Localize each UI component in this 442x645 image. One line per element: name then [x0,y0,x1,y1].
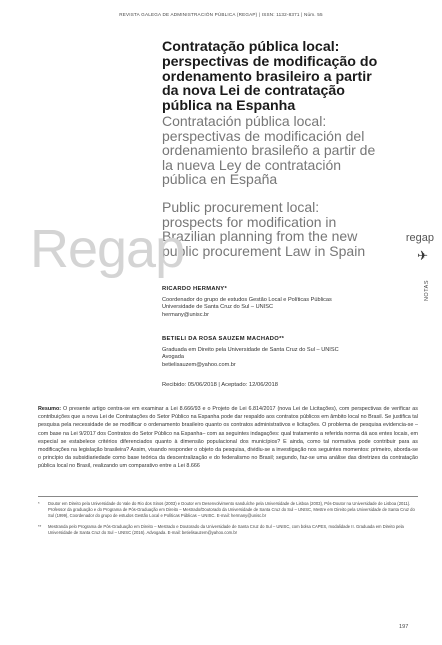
journal-logo: Regap [30,219,185,279]
author-affiliation: Coordenador do grupo de estudos Gestão Local e Políticas Públicas [162,296,332,303]
side-section-label: NOTAS [424,280,430,302]
title-portuguese: Contratação pública local: perspectivas de modificação do ordenamento brasileiro a partir da nova Lei de contratação pública na Espanha [162,39,378,115]
author-block [162,336,392,369]
received-accepted-dates: Recibido: 05/06/2018 | Aceptado: 12/06/2018 [162,382,278,388]
author-block [162,286,392,319]
author-name: BETIELI DA ROSA SAUZEM MACHADO** [162,336,285,342]
footnote-text: Mestranda pelo Programa de Pós-Graduação em Direito – Mestrado e Doutorado da Universidade de Santa Cruz do Sul – UNISC, com bolsa CAPES, modalidade II. Graduada em Direito pela Universidade de Santa Cruz do Sul – UNISC (2016). Advogada. E-mail: betielisauzem@yahoo.com.br [48,524,404,535]
footnote [38,501,418,519]
footnote [38,524,418,536]
author-affiliation: Graduada em Direito pela Universidade de Santa Cruz do Sul – UNISC [162,346,339,353]
title-spanish: Contratación pública local: perspectivas de modificación del ordenamiento brasileño a partir de la nueva Ley de contratación pública en España [162,113,376,188]
footnote-mark: * [38,501,40,506]
footnote-mark: ** [38,524,42,529]
abstract-text: O presente artigo centra-se em examinar a Lei 8.666/93 e o Projeto de Lei 6.814/2017 (nova Lei de Licitações), com perspectivas de verificar as contribuições que a nova Lei de Contratações do Setor Público na Espanha pode dar respaldo aos contratos públicos em âmbito local no Brasil. Se justifica tal pesquisa pela necessidade de se modificar o ordenamento brasileiro quanto os contratos administrativos e licitações. O problema de pesquisa evidencia-se –com base na Lei 9/2017 dos Contratos do Setor Público na Espanha– com as seguintes indagações: qual tratamento a referida norma dá aos entes locais, em especial se estabelece critérios diferenciados quanto à dimensão populacional dos municípios? E ainda, como tal normativa pode contribuir para as modificações na legislação brasileira? Assim, visando responder o objeto da pesquisa, dividiu-se a investigação nos seguintes momentos: primeiro, aborda-se o princípio da subsidiariedade como base teórica da descentralização e do federalismo no Brasil; segundo, faz-se uma análise das diretrizes da contratação pública local no Brasil, realizando um comparativo entre a Lei 8.666 [38,406,418,470]
footnote-divider [38,496,418,497]
running-header: REVISTA GALEGA DE ADMINISTRACIÓN PÚBLICA (REGAP) | ISSN: 1132-8371 | Núm. 55 [119,12,323,17]
author-email: betielisauzem@yahoo.com.br [162,361,236,368]
author-institution: Universidade de Santa Cruz do Sul – UNISC [162,304,273,311]
page-number: 197 [399,624,409,630]
author-email: hermany@unisc.br [162,311,210,318]
side-regap-label: regap [405,232,434,244]
author-institution: Avogada [162,354,184,361]
title-english: Public procurement local: prospects for modification in Brazilian planning from the new public procurement Law in Spain [162,199,366,259]
author-name: RICARDO HERMANY* [162,286,228,292]
abstract [38,405,418,471]
side-logo-icon: ✈ [417,248,428,263]
abstract-label: Resumo: [38,406,62,412]
footnote-text: Doutor em Direito pela Universidade do Vale do Rio dos Sinos (2003) e Doutor em Desenvolvimento sanduíche pela Universidade de Lisboa (2003), Pós-Doutor na Universidade de Lisboa (2011). Professor da graduação e do Programa de Pós-Graduação em Direito – Mestrado/Doutorado da Universidade de Santa Cruz do Sul – UNISC, Mestre em Direito pela Universidade de Santa Cruz do Sul (1999), Coordenador do grupo de estudos Gestão Local e Políticas Públicas – UNISC. E-mail: hermany@unisc.br [48,501,415,518]
